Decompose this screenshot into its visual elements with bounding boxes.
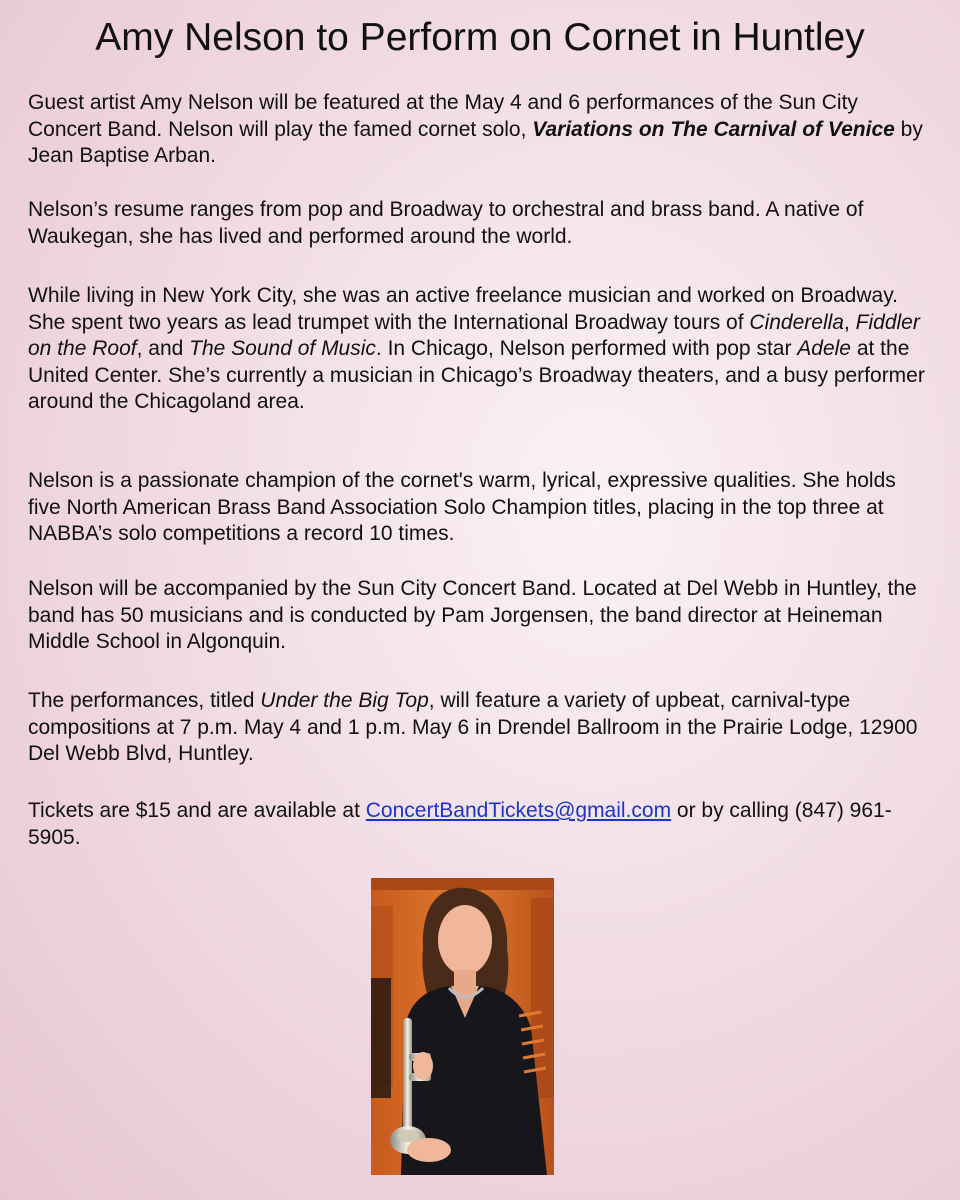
concert-title: Under the Big Top (260, 689, 429, 712)
text-span: , and (136, 337, 190, 360)
resume-paragraph: Nelson’s resume ranges from pop and Broadway to orchestral and brass band. A native of Waukegan, she has lived and performed around the world. (28, 198, 864, 248)
ticket-email-link[interactable]: ConcertBandTickets@gmail.com (365, 799, 672, 822)
text-span: or by calling (847) 961-5905. (28, 799, 892, 849)
show-title: Cinderella (749, 310, 844, 334)
text-span: , (843, 310, 856, 334)
tickets-paragraph (28, 798, 928, 851)
band-paragraph: Nelson will be accompanied by the Sun City Concert Band. Located at Del Webb in Huntley, the band has 50 musicians and is conducted by Pam Jorgensen, the band director at Heineman Middle School in Algonquin. (28, 577, 917, 653)
text-span: by Jean Baptise Arban. (28, 117, 923, 167)
text-span: at the United Center. She’s currently a musician in Chicago’s Broadway theaters, and a busy performer around the Chicagoland area. (28, 337, 925, 413)
solo-title: Variations on The Carnival of Venice (532, 117, 895, 141)
text-span: Guest artist Amy Nelson will be featured at the May 4 and 6 performances of the Sun City Concert Band. Nelson will play the famed cornet solo, (28, 91, 858, 141)
career-paragraph (28, 283, 928, 416)
champion-paragraph: Nelson is a passionate champion of the cornet's warm, lyrical, expressive qualities. She holds five North American Brass Band Association Solo Champion titles, placing in the top three at NABBA’s solo competitions a record 10 times. (28, 469, 896, 545)
text-span: While living in New York City, she was an active freelance musician and worked on Broadway. She spent two years as lead trumpet with the International Broadway tours of (28, 284, 898, 334)
text-span: . In Chicago, Nelson performed with pop star (375, 337, 798, 360)
artist-name: Adele (797, 337, 851, 360)
intro-paragraph (28, 90, 928, 170)
performer-photo (371, 878, 554, 1175)
show-title: Fiddler on the Roof (28, 310, 920, 360)
text-span: The performances, titled (28, 689, 261, 712)
page-title: Amy Nelson to Perform on Cornet in Huntley (95, 16, 865, 59)
performance-paragraph (28, 688, 928, 768)
show-title: The Sound of Music (189, 337, 376, 360)
text-span: Tickets are $15 and are available at (28, 799, 366, 822)
text-span: , will feature a variety of upbeat, carnival-type compositions at 7 p.m. May 4 and 1 p.m. May 6 in Drendel Ballroom in the Prairie Lodge, 12900 Del Webb Blvd, Huntley. (28, 689, 918, 765)
